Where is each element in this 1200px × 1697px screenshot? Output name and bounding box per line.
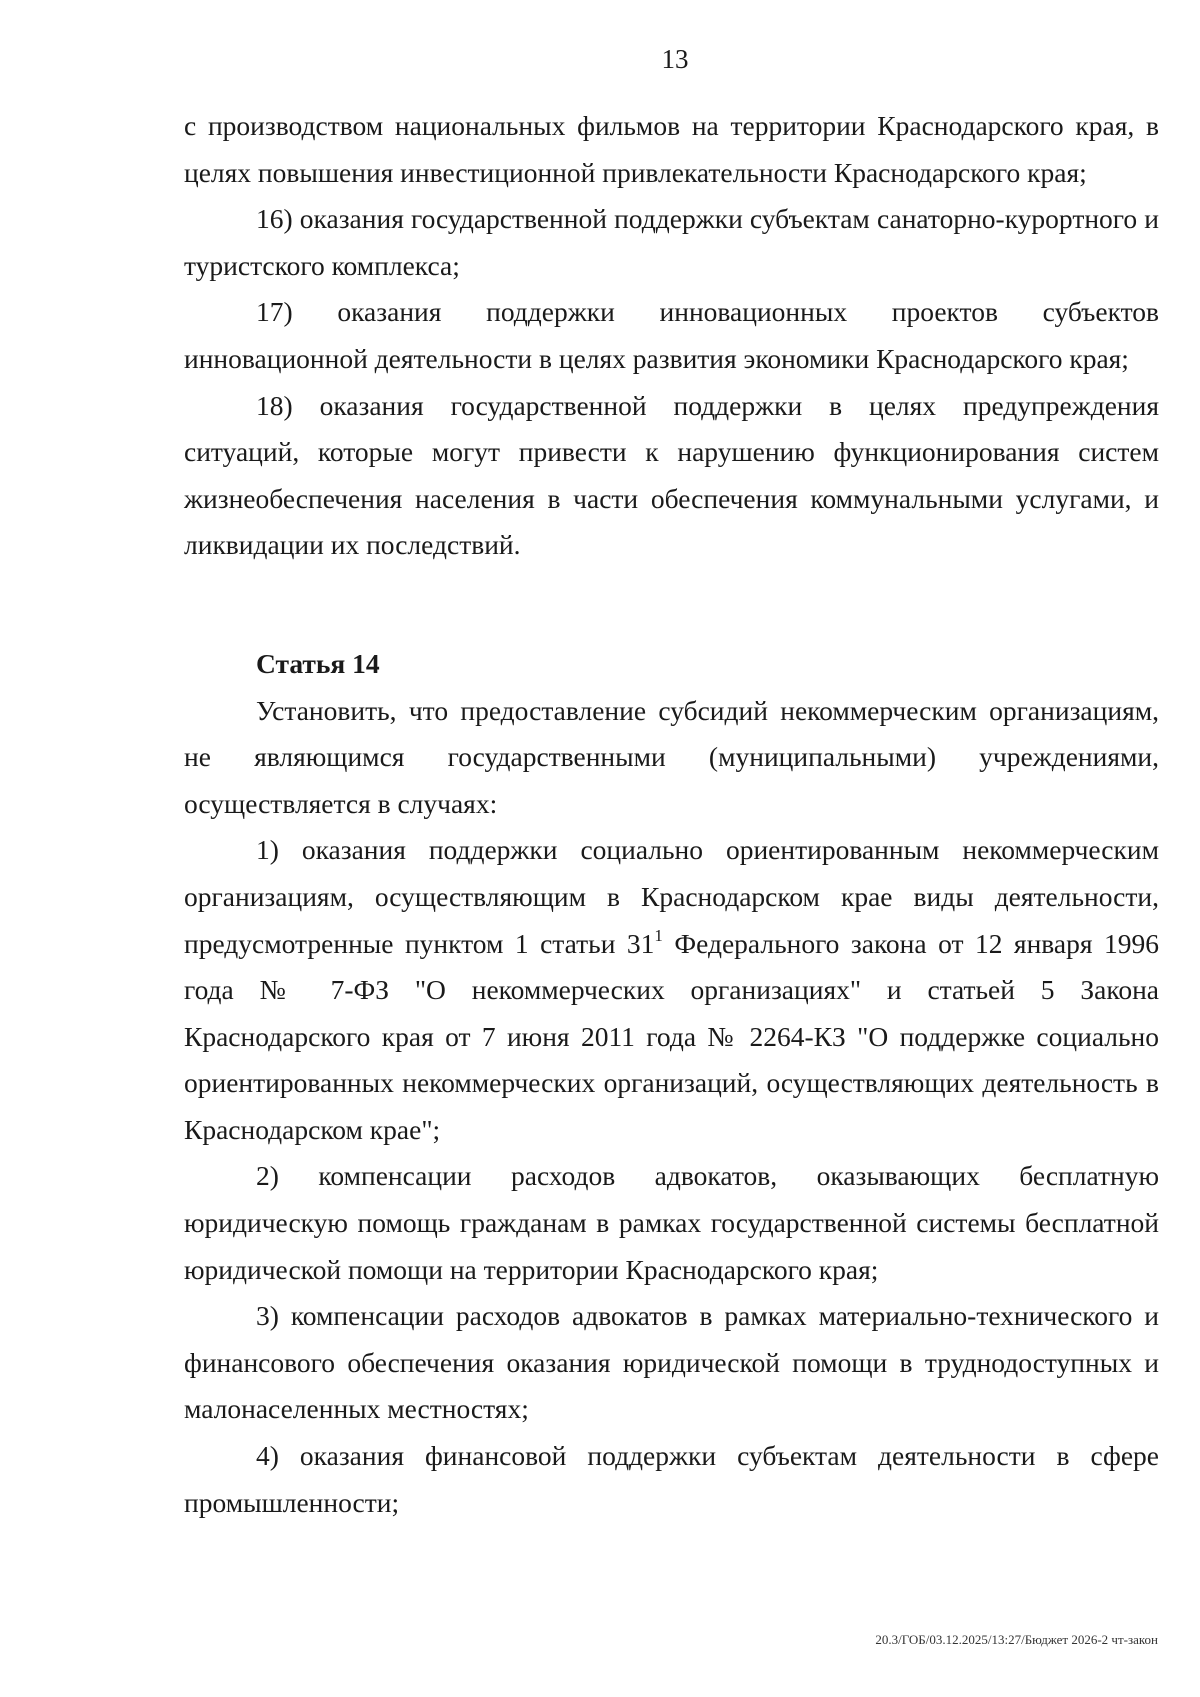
superscript-mark: 1 [654,925,663,945]
article-intro: Установить, что предоставление субсидий некоммерческим организациям, не являющимся государственными (муниципальными) учреждениями, осуществляется в случаях: [184,694,1159,819]
paragraph-item-16: 16) оказания государственной поддержки субъектам санаторно-курортного и туристского комплекса; [184,203,1159,281]
paragraph-item-18: 18) оказания государственной поддержки в целях предупреждения ситуаций, которые могут привести к нарушению функционирования систем жизнеобеспечения населения в части обеспечения коммунальными услугами, и ликвидации их последствий. [184,389,1159,561]
section-spacer [184,569,1159,641]
document-body [184,103,1159,1526]
article-item-1-text-b: Федерального закона от 12 января 1996 года № 7-ФЗ "О некоммерческих организациях" и статьей 5 Закона Краснодарского края от 7 июня 2011 года № 2264-КЗ "О поддержке социально ориентированных некоммерческих организаций, осуществляющих деятельность в Краснодарском крае"; [184,927,1159,1145]
article-item-1-text-a: 1) оказания поддержки социально ориентированным некоммерческим организациям, осуществляющим в Краснодарском крае виды деятельности, предусмотренные пунктом 1 статьи 31 [184,834,1159,959]
article-item-2: 2) компенсации расходов адвокатов, оказывающих бесплатную юридическую помощь гражданам в рамках государственной системы бесплатной юридической помощи на территории Краснодарского края; [184,1160,1159,1285]
paragraph-item-17: 17) оказания поддержки инновационных проектов субъектов инновационной деятельности в целях развития экономики Краснодарского края; [184,296,1159,374]
article-item-1 [184,827,1159,1153]
article-heading: Статья 14 [256,647,380,679]
article-item-4: 4) оказания финансовой поддержки субъектам деятельности в сфере промышленности; [184,1440,1159,1518]
paragraph-continuation: с производством национальных фильмов на территории Краснодарского края, в целях повышения инвестиционной привлекательности Краснодарского края; [184,110,1159,188]
page-number: 13 [661,44,689,74]
document-footer-code: 20.3/ГОБ/03.12.2025/13:27/Бюджет 2026-2 чт-закон [875,1632,1158,1647]
article-item-3: 3) компенсации расходов адвокатов в рамках материально-технического и финансового обеспечения оказания юридической помощи в труднодоступных и малонаселенных местностях; [184,1300,1159,1425]
